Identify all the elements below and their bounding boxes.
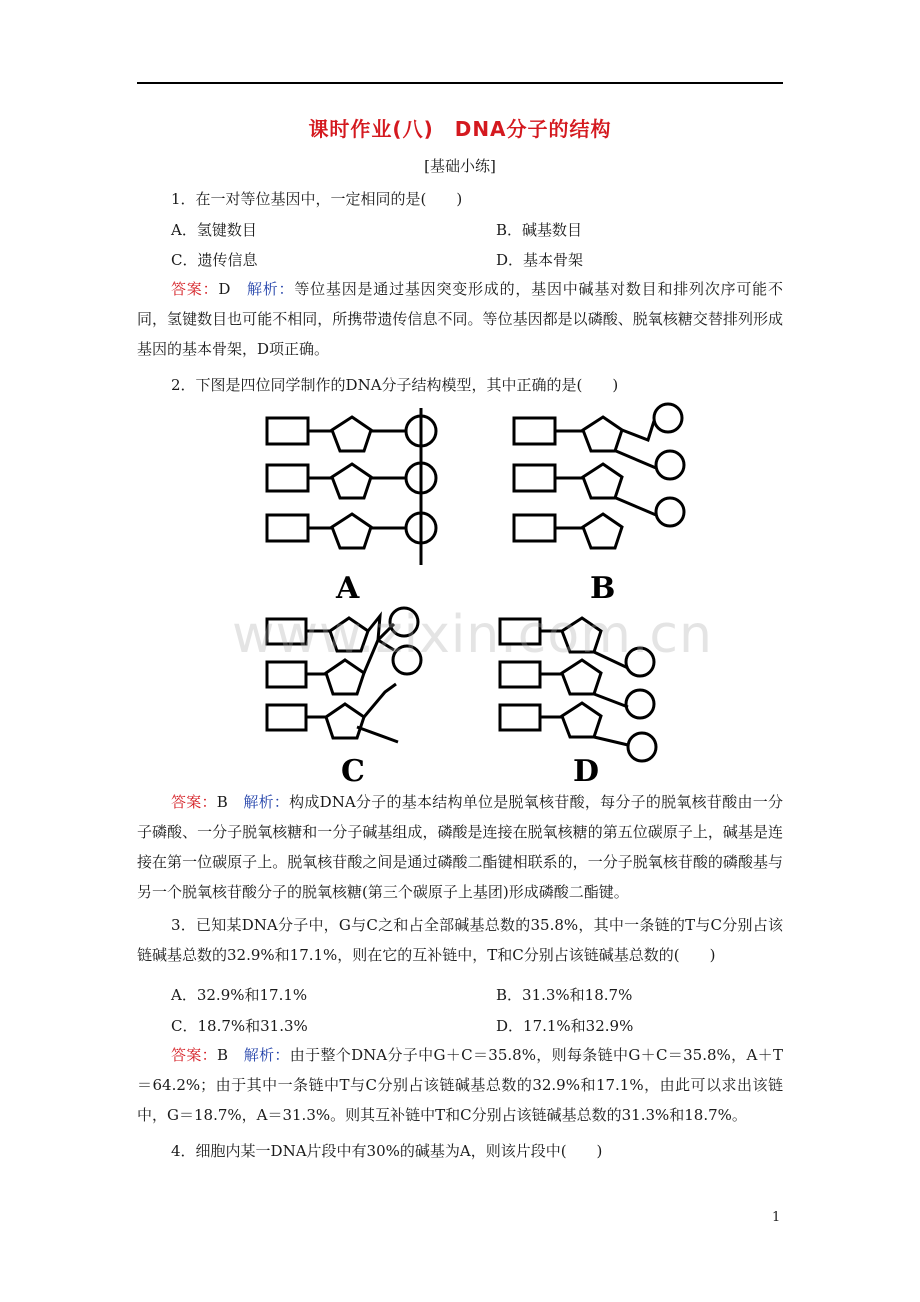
base-rect: [267, 418, 308, 444]
page-number: 1: [772, 1210, 781, 1225]
phosphate-circle: [626, 690, 654, 718]
answer-label: 答案：: [171, 1046, 218, 1064]
figure-label-c: C: [341, 754, 365, 789]
answer-label: 答案：: [171, 280, 219, 298]
q3-option-d: D．17.1%和32.9%: [496, 1017, 634, 1035]
q2-analysis-block: [137, 787, 783, 907]
deoxyribose-pentagon: [562, 703, 601, 737]
q1-option-c: C．遗传信息: [171, 251, 258, 269]
q1-option-d: D．基本骨架: [496, 251, 584, 269]
phosphate-circle: [654, 404, 682, 432]
figure-label-a: A: [336, 571, 360, 606]
q3-answer: B: [217, 1046, 229, 1064]
deoxyribose-pentagon: [562, 660, 601, 694]
q2-analysis-text: 构成DNA分子的基本结构单位是脱氧核苷酸，每分子的脱氧核苷酸由一分子磷酸、一分子脱氧核糖和一分子碱基组成，磷酸是连接在脱氧核糖的第五位碳原子上，碱基是连接在第一位碳原子上。脱氧核苷酸之间是通过磷酸二酯键相联系的，一分子脱氧核苷酸的磷酸基与另一个脱氧核苷酸分子的脱氧核糖(第三个碳原子上基团)形成磷酸二酯键。: [137, 793, 783, 901]
deoxyribose-pentagon: [332, 464, 371, 498]
q3-option-b: B．31.3%和18.7%: [496, 986, 633, 1004]
deoxyribose-pentagon: [326, 660, 364, 694]
phosphate-circle: [628, 733, 656, 761]
analysis-label: 解析：: [246, 280, 295, 298]
q2-answer: B: [216, 793, 228, 811]
q3-option-c: C．18.7%和31.3%: [171, 1017, 308, 1035]
model-b: [514, 404, 684, 548]
base-rect: [267, 465, 308, 491]
deoxyribose-pentagon: [583, 417, 622, 451]
base-rect: [267, 662, 306, 687]
figure-label-d: D: [573, 754, 600, 789]
q1-analysis-text: 等位基因是通过基因突变形成的，基因中碱基对数目和排列次序可能不同，氢键数目也可能不相同，所携带遗传信息不同。等位基因都是以磷酸、脱氧核糖交替排列形成基因的基本骨架，D项正确。: [137, 280, 783, 358]
deoxyribose-pentagon: [326, 704, 364, 738]
q3-stem: 3．已知某DNA分子中，G与C之和占全部碱基总数的35.8%，其中一条链的T与C分别占该链碱基总数的32.9%和17.1%，则在它的互补链中，T和C分别占该链碱基总数的( ): [137, 916, 783, 964]
q2-stem: 2．下图是四位同学制作的DNA分子结构模型，其中正确的是( ): [171, 376, 619, 394]
q3-analysis-block: [137, 1040, 783, 1130]
base-rect: [514, 515, 555, 541]
base-rect: [514, 465, 555, 491]
q3-analysis-text: 由于整个DNA分子中G＋C＝35.8%，则每条链中G＋C＝35.8%，A＋T＝64.2%；由于其中一条链中T与C分别占该链碱基总数的32.9%和17.1%，由此可以求出该链中，G＝18.7%，A＝31.3%。则其互补链中T和C分别占该链碱基总数的31.3%和18.7%。: [137, 1046, 783, 1124]
deoxyribose-pentagon: [583, 514, 622, 548]
base-rect: [500, 705, 540, 730]
deoxyribose-pentagon: [332, 514, 371, 548]
base-rect: [267, 515, 308, 541]
phosphate-circle: [656, 498, 684, 526]
base-rect: [500, 662, 540, 687]
deoxyribose-pentagon: [583, 464, 622, 498]
deoxyribose-pentagon: [332, 417, 371, 451]
analysis-label: 解析：: [243, 1046, 290, 1064]
section-heading: [基础小练]: [424, 157, 496, 175]
figure-label-b: B: [590, 571, 616, 606]
base-rect: [267, 705, 306, 730]
q1-option-a: A．氢键数目: [171, 221, 257, 239]
q1-option-b: B．碱基数目: [496, 221, 583, 239]
analysis-label: 解析：: [243, 793, 290, 811]
answer-label: 答案：: [171, 793, 217, 811]
phosphate-circle: [656, 451, 684, 479]
q1-stem: 1．在一对等位基因中，一定相同的是( ): [171, 190, 463, 208]
model-a: [267, 408, 436, 565]
q4-stem: 4．细胞内某一DNA片段中有30%的碱基为A，则该片段中( ): [171, 1142, 603, 1160]
watermark: www.zixin.com.cn: [232, 605, 713, 665]
q3-option-a: A．32.9%和17.1%: [171, 986, 308, 1004]
base-rect: [514, 418, 555, 444]
q1-answer: D: [218, 280, 231, 298]
page-title: 课时作业(八) DNA分子的结构: [308, 117, 612, 141]
